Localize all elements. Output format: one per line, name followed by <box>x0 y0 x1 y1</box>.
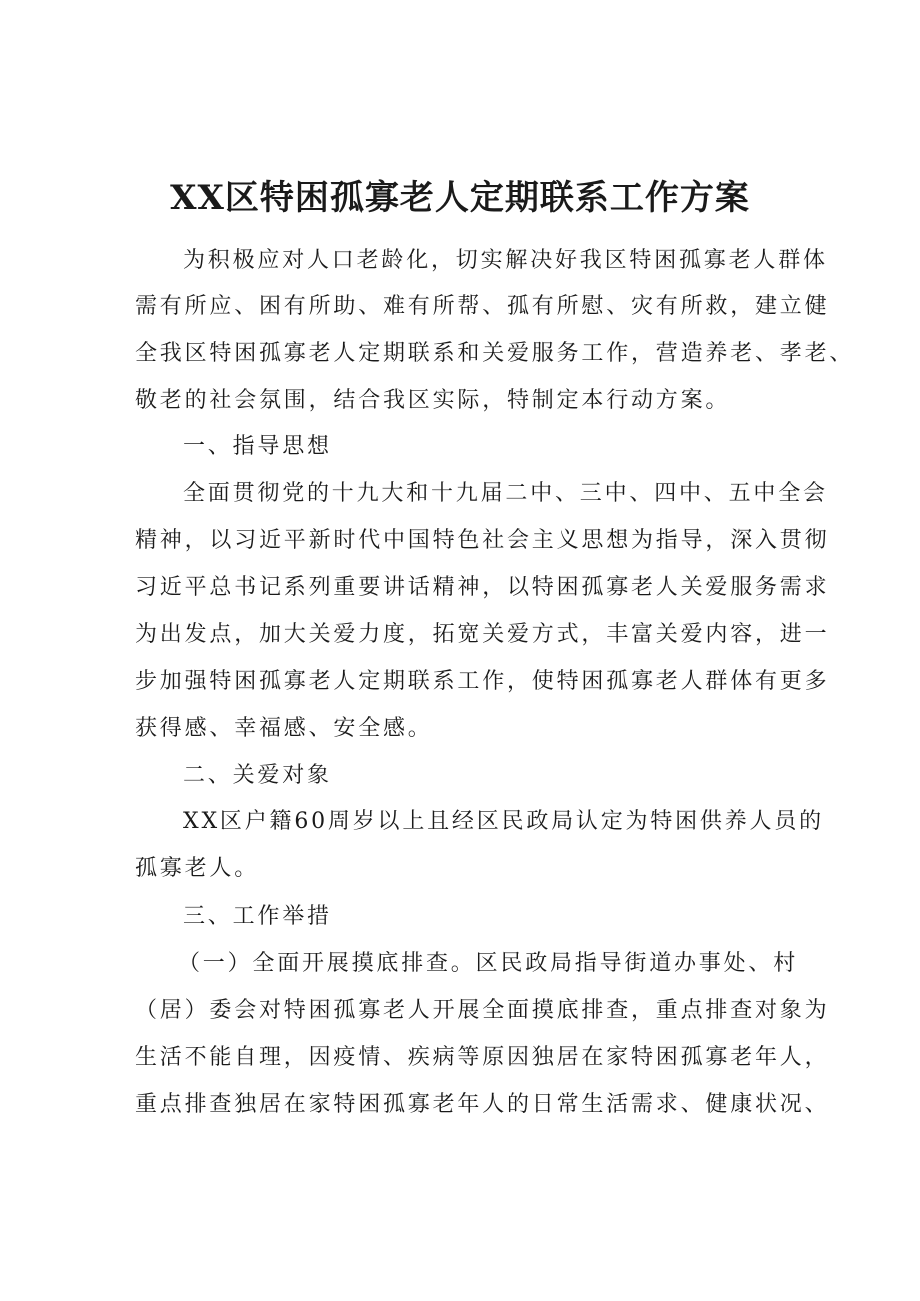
section1-line-3: 习近平总书记系列重要讲话精神，以特困孤寡老人关爱服务需求 <box>135 575 830 600</box>
section3-line-3: 生活不能自理，因疫情、疾病等原因独居在家特困孤寡老年人， <box>135 1045 830 1070</box>
section-heading-care-targets: 二、关爱对象 <box>183 763 332 788</box>
section-heading-guiding-thought: 一、指导思想 <box>183 434 332 459</box>
intro-line-1: 为积极应对人口老龄化，切实解决好我区特困孤寡老人群体 <box>183 248 828 273</box>
section3-line-2: （居）委会对特困孤寡老人开展全面摸底排查，重点排查对象为 <box>135 998 830 1023</box>
intro-line-4: 敬老的社会氛围，结合我区实际，特制定本行动方案。 <box>135 388 731 413</box>
section3-line-1: （一）全面开展摸底排查。区民政局指导街道办事处、村 <box>178 951 799 976</box>
section1-line-4: 为出发点，加大关爱力度，拓宽关爱方式，丰富关爱内容，进一 <box>135 622 830 647</box>
document-title: XX区特困孤寡老人定期联系工作方案 <box>170 178 750 218</box>
section2-line-1: XX区户籍60周岁以上且经区民政局认定为特困供养人员的 <box>183 809 824 834</box>
section1-line-1: 全面贯彻党的十九大和十九届二中、三中、四中、五中全会 <box>183 481 828 506</box>
section1-line-2: 精神，以习近平新时代中国特色社会主义思想为指导，深入贯彻 <box>135 528 830 553</box>
section1-line-5: 步加强特困孤寡老人定期联系工作，使特困孤寡老人群体有更多 <box>135 669 830 694</box>
section3-line-4: 重点排查独居在家特困孤寡老年人的日常生活需求、健康状况、 <box>135 1092 830 1117</box>
intro-line-3: 全我区特困孤寡老人定期联系和关爱服务工作，营造养老、孝老、 <box>135 341 855 366</box>
section2-line-2: 孤寡老人。 <box>135 856 260 881</box>
section-heading-work-measures: 三、工作举措 <box>183 904 332 929</box>
intro-line-2: 需有所应、困有所助、难有所帮、孤有所慰、灾有所救，建立健 <box>135 294 830 319</box>
section1-line-6: 获得感、幸福感、安全感。 <box>135 716 433 741</box>
